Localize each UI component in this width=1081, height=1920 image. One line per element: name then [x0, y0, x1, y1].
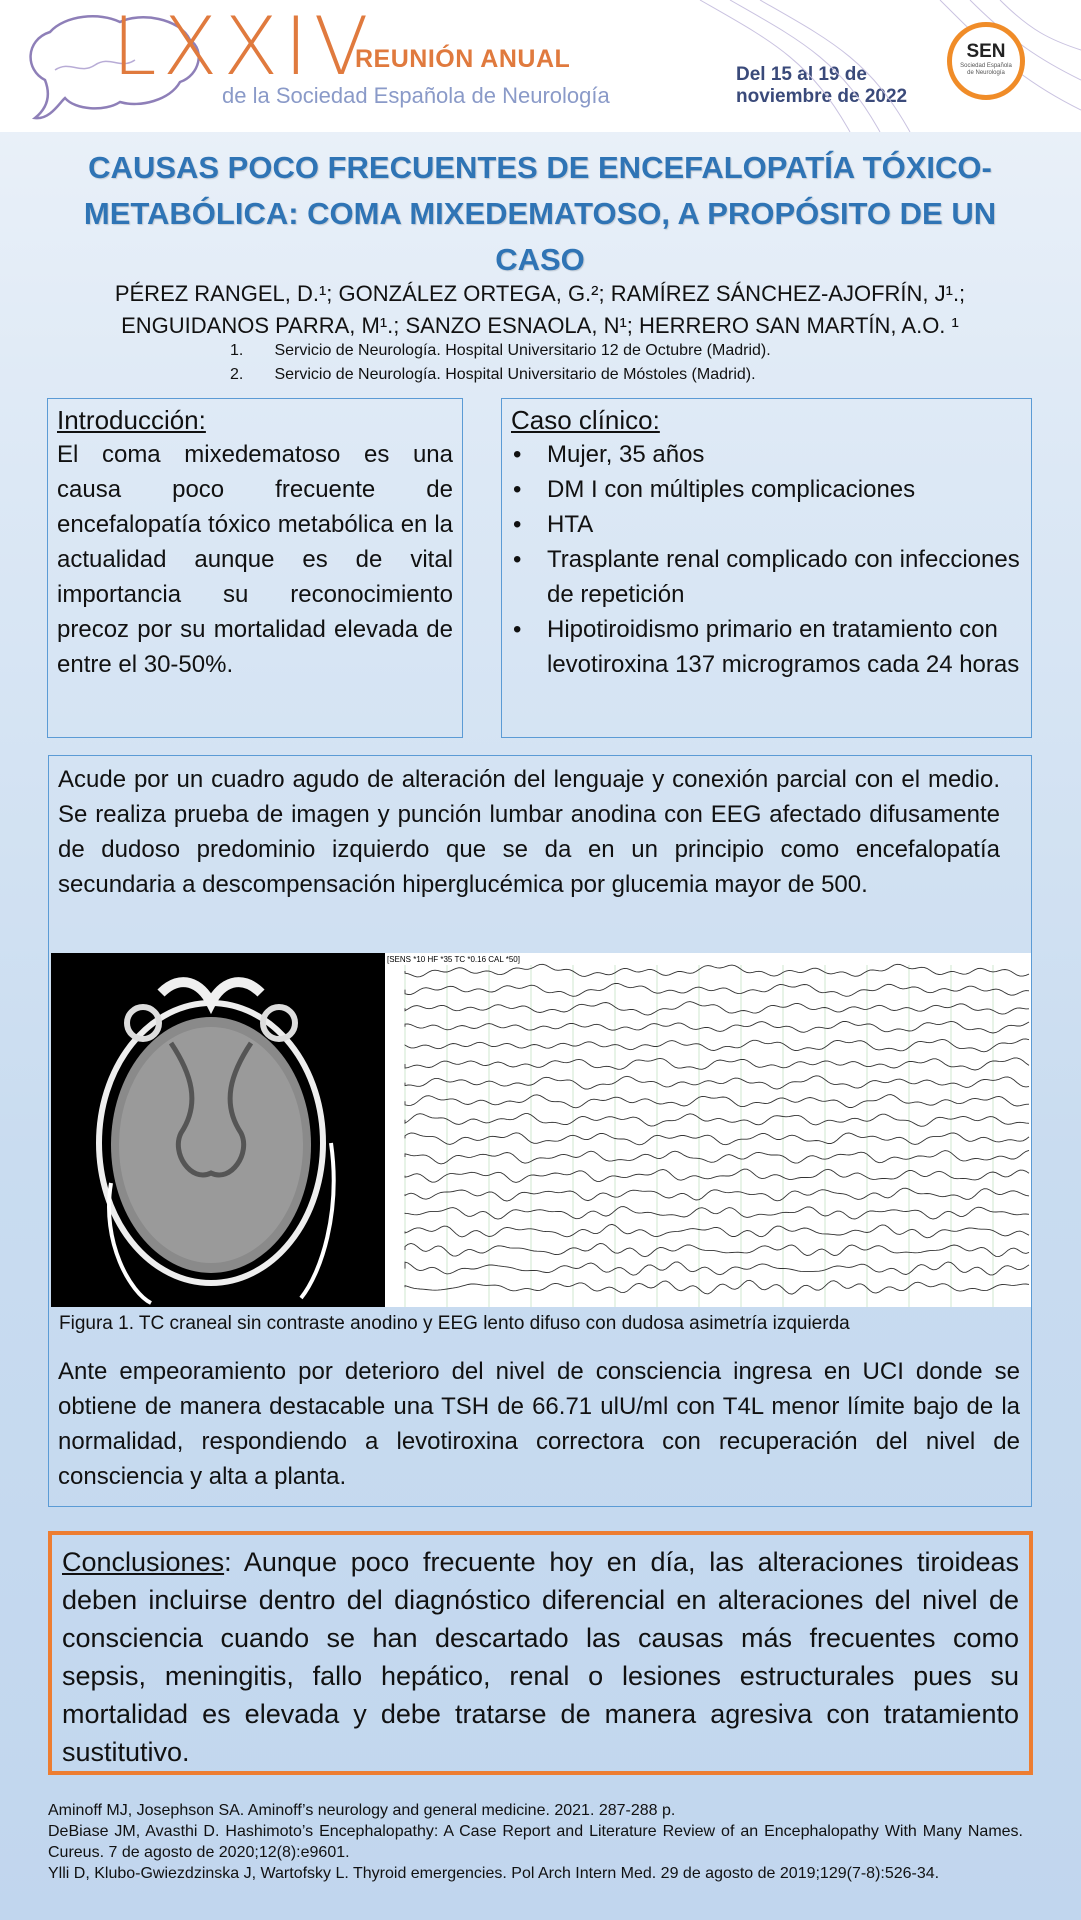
case-heading: Caso clínico: — [511, 405, 660, 435]
reference-item: Ylli D, Klubo-Gwiezdzinska J, Wartofsky L. Thyroid emergencies. Pol Arch Intern Med. 29 de agosto de 2019;129(7-8):526-34. — [48, 1865, 940, 1882]
list-item: • HTA — [511, 507, 1022, 542]
evolution-paragraph-1: Acude por un cuadro agudo de alteración del lenguaje y conexión parcial con el medio. Se realiza prueba de imagen y punción lumbar anodina con EEG afectado difusamente de dudoso predominio izquierdo que se da en un principio como encefalopatía secundaria a descompensación hiperglucémica por glucemia mayor de 500. — [58, 766, 1000, 898]
conclusions-box — [48, 1531, 1033, 1775]
list-item: • Trasplante renal complicado con infecciones de repetición — [511, 542, 1022, 612]
authors-line-2: ENGUIDANOS PARRA, M¹.; SANZO ESNAOLA, N¹; HERRERO SAN MARTÍN, A.O. ¹ — [121, 313, 959, 338]
poster-title: CAUSAS POCO FRECUENTES DE ENCEFALOPATÍA TÓXICO-METABÓLICA: COMA MIXEDEMATOSO, A PROPÓSITO DE UN CASO — [83, 150, 997, 277]
references — [48, 1800, 1023, 1884]
figure-caption: Figura 1. TC craneal sin contraste anodino y EEG lento difuso con dudosa asimetría izquierda — [59, 1313, 850, 1334]
affiliation-number: 1. — [230, 342, 244, 359]
case-list — [511, 437, 1022, 682]
conclusions-text: : Aunque poco frecuente hoy en día, las alteraciones tiroideas deben incluirse dentro del diagnóstico diferencial en alteraciones del nivel de consciencia cuando se han descartado las causas más frecuentes como sepsis, meningitis, fallo hepático, renal o lesiones estructurales pues su mortalidad es elevada y debe tratarse de manera agresiva con tratamiento sustitutivo. — [62, 1547, 1019, 1767]
authors-line-1: PÉREZ RANGEL, D.¹; GONZÁLEZ ORTEGA, G.²; RAMÍREZ SÁNCHEZ-AJOFRÍN, J¹.; — [114, 281, 966, 306]
reference-item: DeBiase JM, Avasthi D. Hashimoto’s Encephalopathy: A Case Report and Literature Review of an Encephalopathy With Many Names. Cureus. 7 de agosto de 2020;12(8):e9601. — [48, 1823, 1023, 1861]
authors — [40, 278, 1040, 342]
evolution-box — [48, 755, 1032, 1507]
list-item: • Hipotiroidismo primario en tratamiento con levotiroxina 137 microgramos cada 24 horas — [511, 612, 1022, 682]
society-name: de la Sociedad Española de Neurología — [222, 83, 610, 108]
list-item: • DM I con múltiples complicaciones — [511, 472, 1022, 507]
evolution-paragraph-2: Ante empeoramiento por deterioro del nivel de consciencia ingresa en UCI donde se obtiene de manera destacable una TSH de 66.71 ulU/ml con T4L menor límite bajo de la normalidad, respondiendo a levotiroxina correctora con recuperación del nivel de consciencia y alta a planta. — [58, 1358, 1020, 1490]
conclusions-label: Conclusiones — [62, 1547, 225, 1577]
introduction-text: El coma mixedematoso es una causa poco frecuente de encefalopatía tóxico metabólica en la actualidad aunque es de vital importancia su reconocimiento precoz por su mortalidad elevada de entre el 30-50%. — [57, 441, 453, 678]
conference-banner — [0, 0, 1081, 132]
affiliation-text: Servicio de Neurología. Hospital Universitario de Móstoles (Madrid). — [274, 366, 756, 383]
eeg-trace-image — [385, 953, 1031, 1307]
edition-number: LXXIV — [112, 0, 375, 93]
reference-item: Aminoff MJ, Josephson SA. Aminoff’s neurology and general medicine. 2021. 287-288 p. — [48, 1802, 676, 1819]
sen-logo-text: SEN — [966, 41, 1006, 62]
introduction-box — [47, 398, 463, 738]
affiliation-2 — [230, 366, 930, 384]
dates-line-1: Del 15 al 19 de — [736, 64, 867, 85]
dates-line-2: noviembre de 2022 — [736, 86, 908, 107]
eeg-header: [SENS *10 HF *35 TC *0.16 CAL *50] — [387, 955, 520, 964]
sen-logo-sub1: Sociedad Española — [960, 63, 1012, 69]
sen-logo-sub2: de Neurología — [967, 70, 1005, 76]
affiliation-text: Servicio de Neurología. Hospital Universitario 12 de Octubre (Madrid). — [274, 342, 771, 359]
list-item: • Mujer, 35 años — [511, 437, 1022, 472]
ct-scan-image — [51, 953, 385, 1307]
introduction-heading: Introducción: — [57, 405, 206, 435]
meeting-title: REUNIÓN ANUAL — [355, 45, 571, 73]
case-box — [501, 398, 1032, 738]
affiliation-1 — [230, 342, 930, 360]
sen-logo — [947, 22, 1025, 100]
affiliation-number: 2. — [230, 366, 244, 383]
